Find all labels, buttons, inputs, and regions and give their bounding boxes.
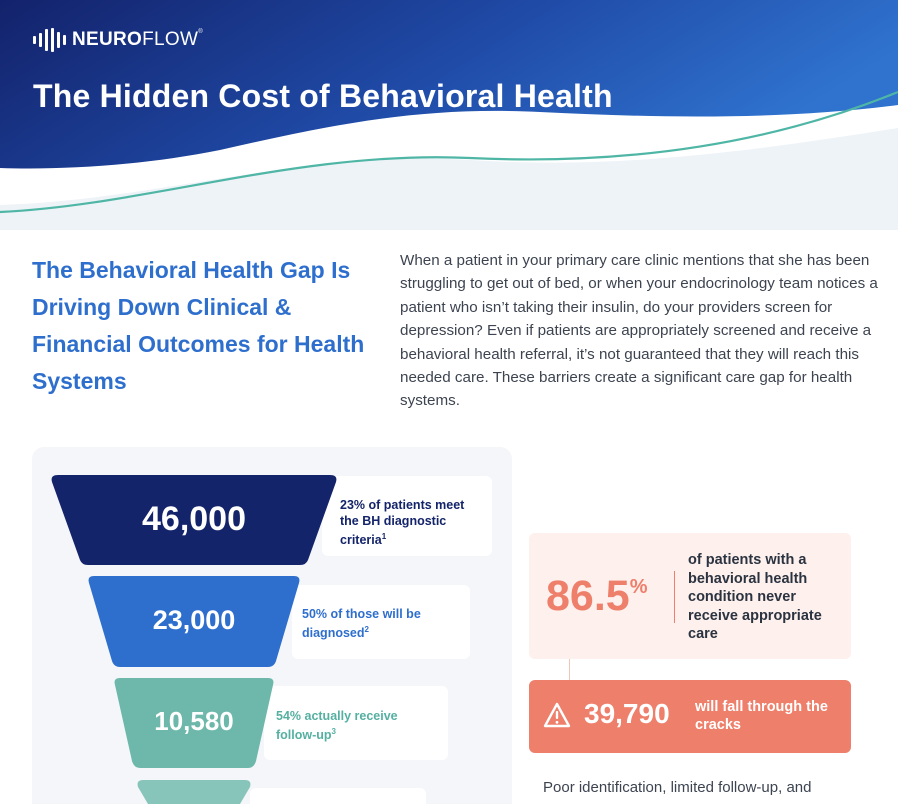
funnel-value-1: 46,000 xyxy=(142,500,246,538)
funnel-label-3: 54% actually receive follow-$up^3$ xyxy=(276,709,398,743)
funnel-value-3: 10,580 xyxy=(154,706,234,736)
warning-triangle-icon xyxy=(543,702,571,728)
page-title: The Hidden Cost of Behavioral Health xyxy=(33,78,613,114)
funnel-label-1: 23% of patients meet the BH diagnostic criteria$^1$ xyxy=(340,498,465,548)
intro-paragraph: When a patient in your primary care clinic mentions that she has been struggling to get out of bed, or when your endocrinology team notices a patient who isn’t taking their insulin, do your providers screen for depression? Even if patients are appropriately screened and receive a behavioral health referral, it’s not guaranteed that they will reach this needed care. These barriers create a significant care gap for health systems. xyxy=(400,252,878,410)
stat-percentage: 86.5 % xyxy=(546,572,648,620)
funnel-stage-4 xyxy=(138,780,251,804)
closing-paragraph: Poor identification, limited follow-up, and xyxy=(543,779,812,796)
stat-divider xyxy=(674,571,675,623)
alert-value: 39,790 xyxy=(584,698,670,729)
funnel-value-2: 23,000 xyxy=(152,605,236,635)
logo-wordmark: NEUROFLOW® xyxy=(72,29,203,50)
funnel-label-2: 50% of those will be diagnosed$^2$ xyxy=(302,607,421,641)
alert-description: will fall through the cracks xyxy=(695,699,828,733)
stat-description: of patients with a behavioral health condition never receive appropriate care xyxy=(688,552,822,642)
section-heading: The Behavioral Health Gap Is Driving Down Clinical & Financial Outcomes for Health Systems xyxy=(32,257,365,394)
stat-connector-line xyxy=(569,659,570,681)
